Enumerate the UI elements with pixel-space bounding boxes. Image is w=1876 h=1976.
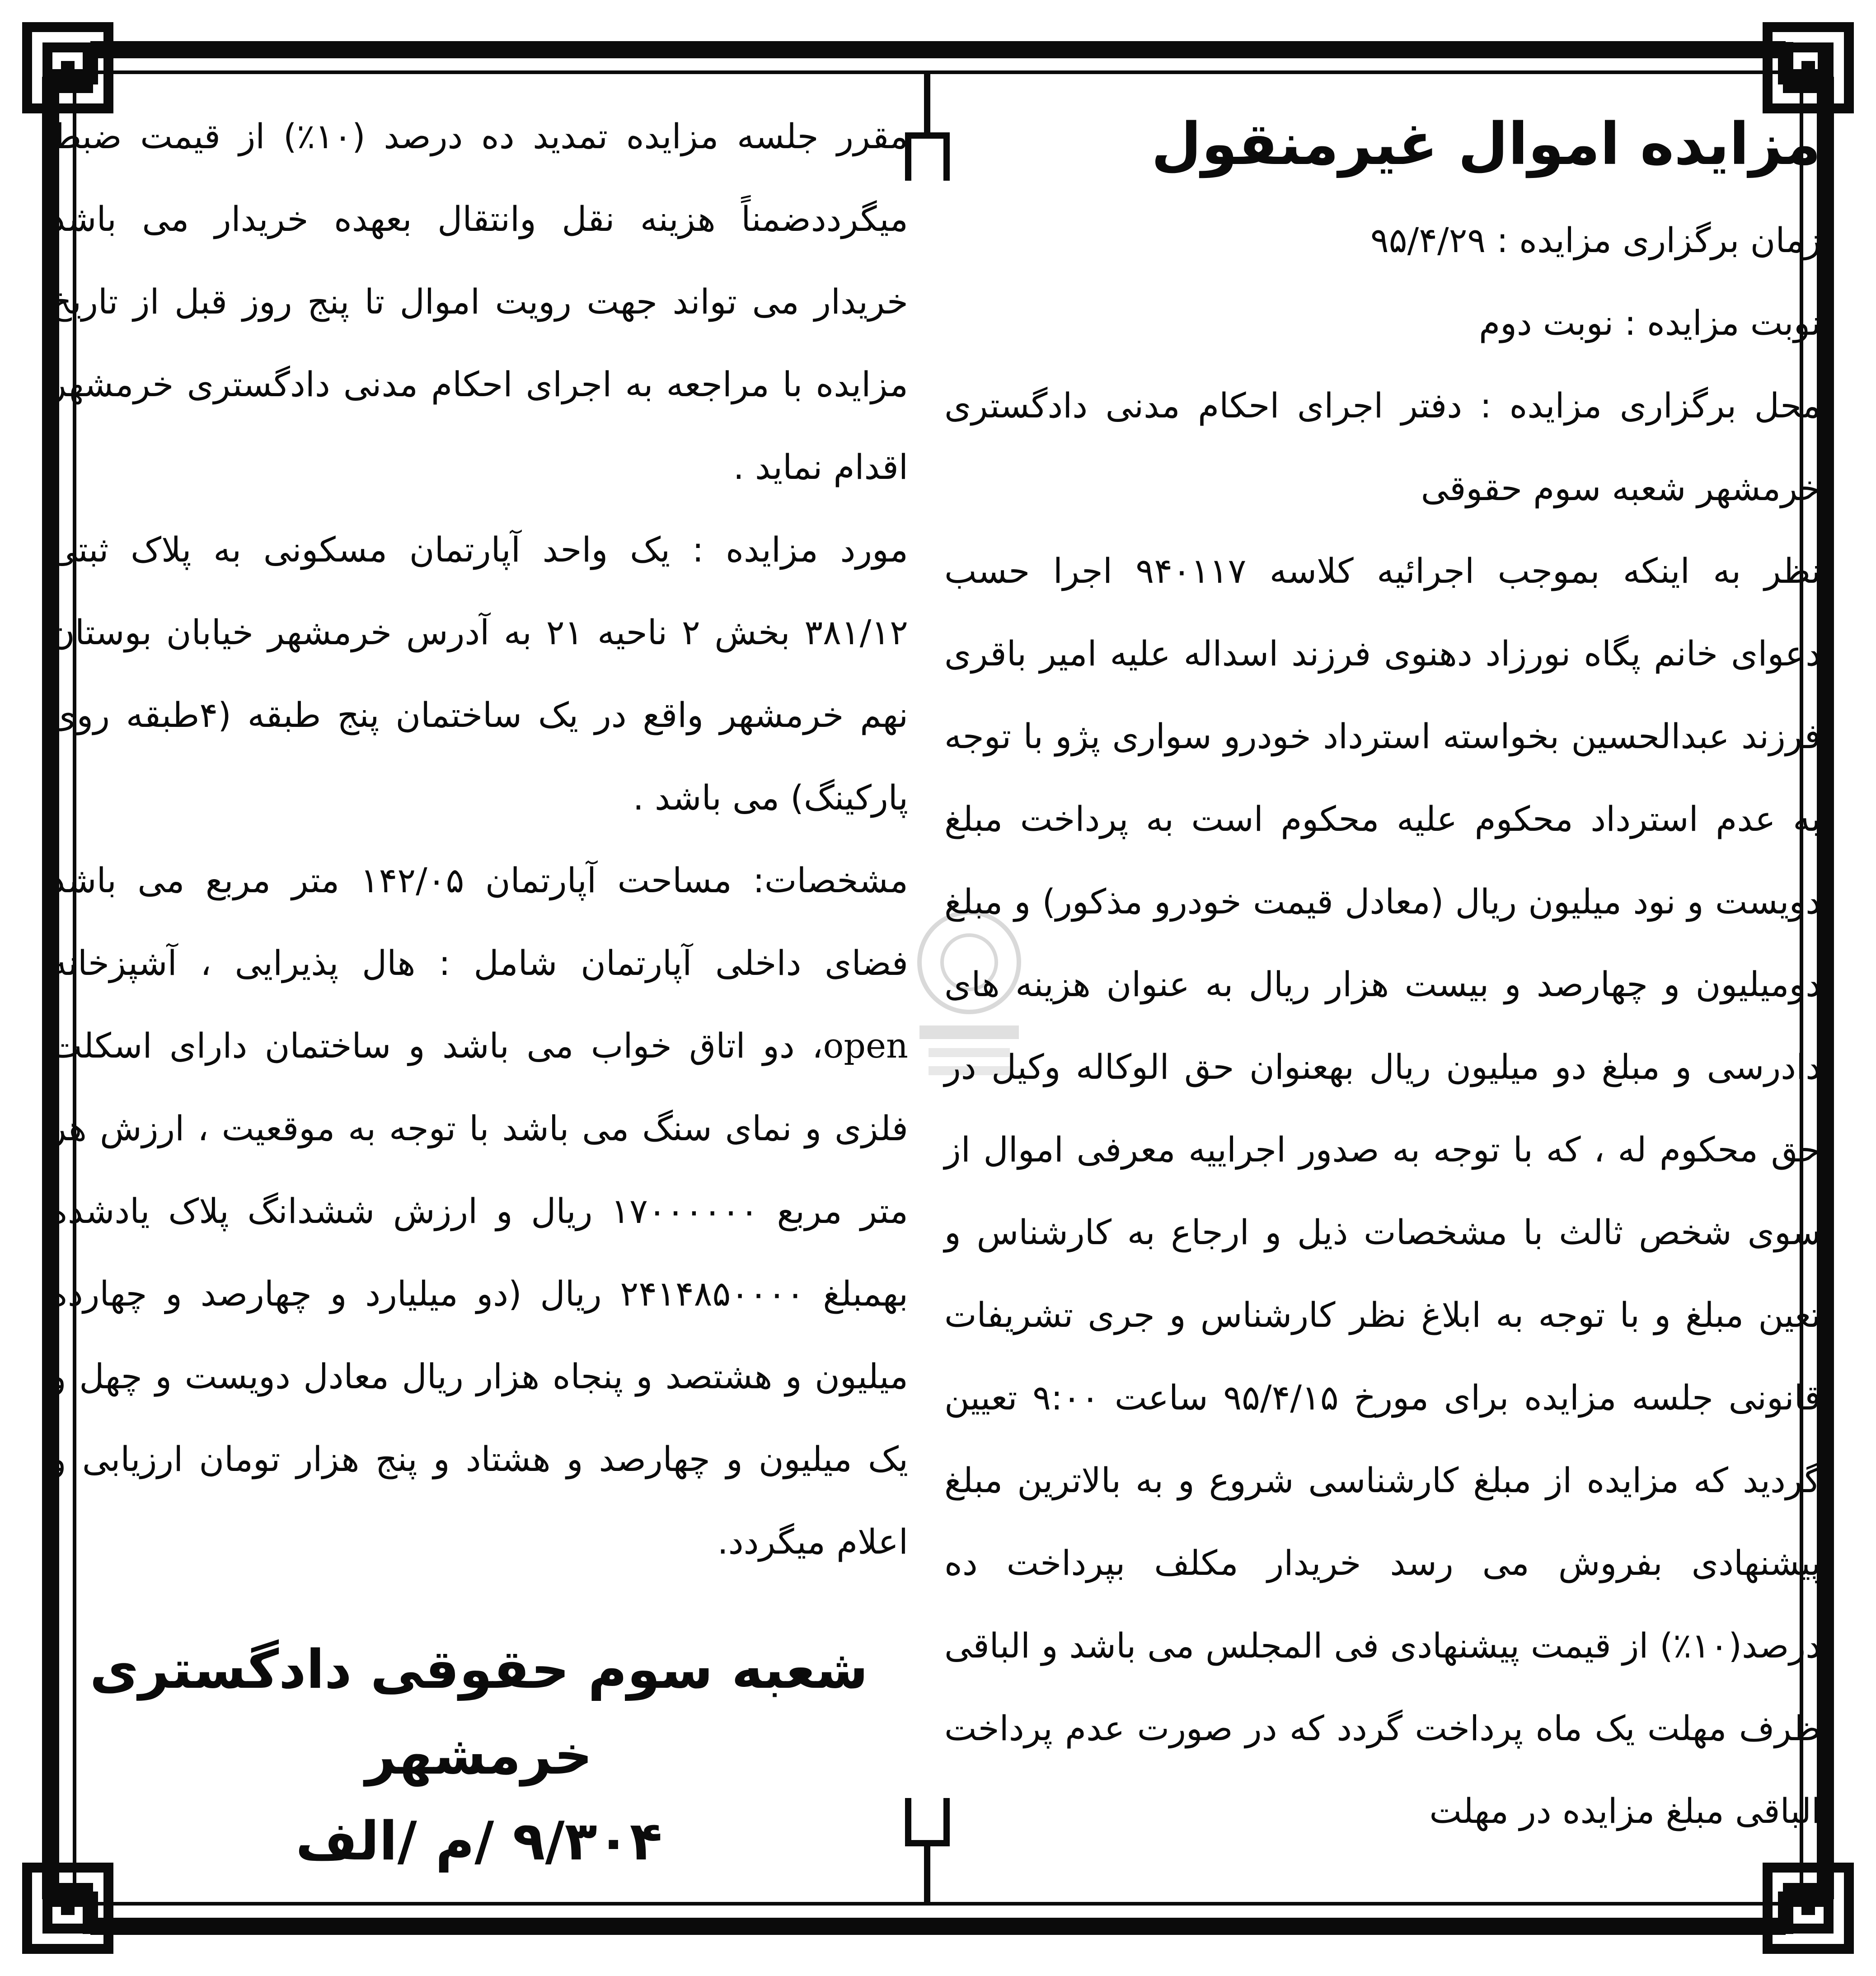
auction-round-line: نوبت مزایده : نوبت دوم: [1479, 303, 1821, 343]
announcement-title: مزایده اموال غیرمنقول: [1151, 111, 1821, 178]
specs-text-end: ، دو اتاق خواب می باشد و ساختمان دارای اسکلت فلزی و نمای سنگ می باشد با توجه به موقعیت ، ارزش هر متر مربع ۱۷۰۰۰۰۰۰ ریال و ارزش ششدانگ پلاک یادشده بهمبلغ ۲۴۱۴۸۵۰۰۰۰ ریال (دو میلیارد و چهارصد و چهارده میلیون و هشتصد و پنجاه هزار ریال معادل دویست و چهل و یک میلیون و چهارصد و هشتاد و پنج هزار تومان ارزیابی و اعلام میگردد.: [50, 1025, 908, 1562]
property-specs-paragraph: [50, 839, 908, 1583]
signature-court-branch: شعبه سوم حقوقی دادگستری: [89, 1638, 868, 1700]
announcement-right-column: [944, 104, 1821, 1852]
signature-city: خرمشهر: [365, 1724, 593, 1786]
announcement-left-column: [50, 95, 908, 1583]
auction-body-paragraph: نظر به اینکه بموجب اجرائیه کلاسه ۹۴۰۱۱۷ اجرا حسب دعوای خانم پگاه نورزاد دهنوی فرزند اسداله علیه امیر باقری فرزند عبدالحسین بخواسته استرداد خودرو سواری پژو با توجه به عدم استرداد محکوم علیه محکوم است به پرداخت مبلغ دویست و نود میلیون ریال (معادل قیمت خودرو مذکور) و مبلغ دومیلیون و چهارصد و بیست هزار ریال به عنوان هزینه های دادرسی و مبلغ دو میلیون ریال بهعنوان حق الوکاله وکیل در حق محکوم له ، که با توجه به صدور اجراییه معرفی اموال از سوی شخص ثالث با مشخصات ذیل و ارجاع به کارشناس و تعین مبلغ و با توجه به ابلاغ نظر کارشناس و جری تشریفات قانونی جلسه مزایده برای مورخ ۹۵/۴/۱۵ ساعت ۹:۰۰ تعیین گردید که مزایده از مبلغ کارشناسی شروع و به بالاترین مبلغ پیشنهادی بفروش می رسد خریدار مکلف بپرداخت ده درصد(۱۰٪) از قیمت پیشنهادی فی المجلس می باشد و الباقی ظرف مهلت یک ماه پرداخت گردد که در صورت عدم پرداخت الباقی مبلغ مزایده در مهلت: [944, 551, 1821, 1831]
auction-date-line: زمان برگزاری مزایده : ۹۵/۴/۲۹: [1370, 220, 1821, 260]
auction-terms-paragraph: مقرر جلسه مزایده تمدید ده درصد (۱۰٪) از قیمت ضبط میگرددضمناً هزینه نقل وانتقال بعهده خریدار می باشد خریدار می تواند جهت رویت اموال تا پنج روز قبل از تاریخ مزایده با مراجعه به اجرای احکام مدنی دادگستری خرمشهر اقدام نماید .: [50, 116, 908, 487]
specs-text-start: مشخصات: مساحت آپارتمان ۱۴۲/۰۵ متر مربع می باشد فضای داخلی آپارتمان شامل : هال پذیرایی ، آشپزخانه: [50, 860, 909, 983]
auction-subject-paragraph: مورد مزایده : یک واحد آپارتمان مسکونی به پلاک ثبتی ۳۸۱/۱۲ بخش ۲ ناحیه ۲۱ به آدرس خرمشهر خیابان بوستان نهم خرمشهر واقع در یک ساختمان پنج طبقه (۴طبقه روی پارکینگ) می باشد .: [50, 529, 908, 818]
signature-reference-number: ۹/۳۰۴ /م /الف: [295, 1810, 662, 1872]
auction-location-paragraph: محل برگزاری مزایده : دفتر اجرای احکام مدنی دادگستری خرمشهر شعبه سوم حقوقی: [944, 385, 1821, 508]
specs-latin-word: open: [823, 1025, 908, 1066]
signature-block: [50, 1626, 908, 1884]
